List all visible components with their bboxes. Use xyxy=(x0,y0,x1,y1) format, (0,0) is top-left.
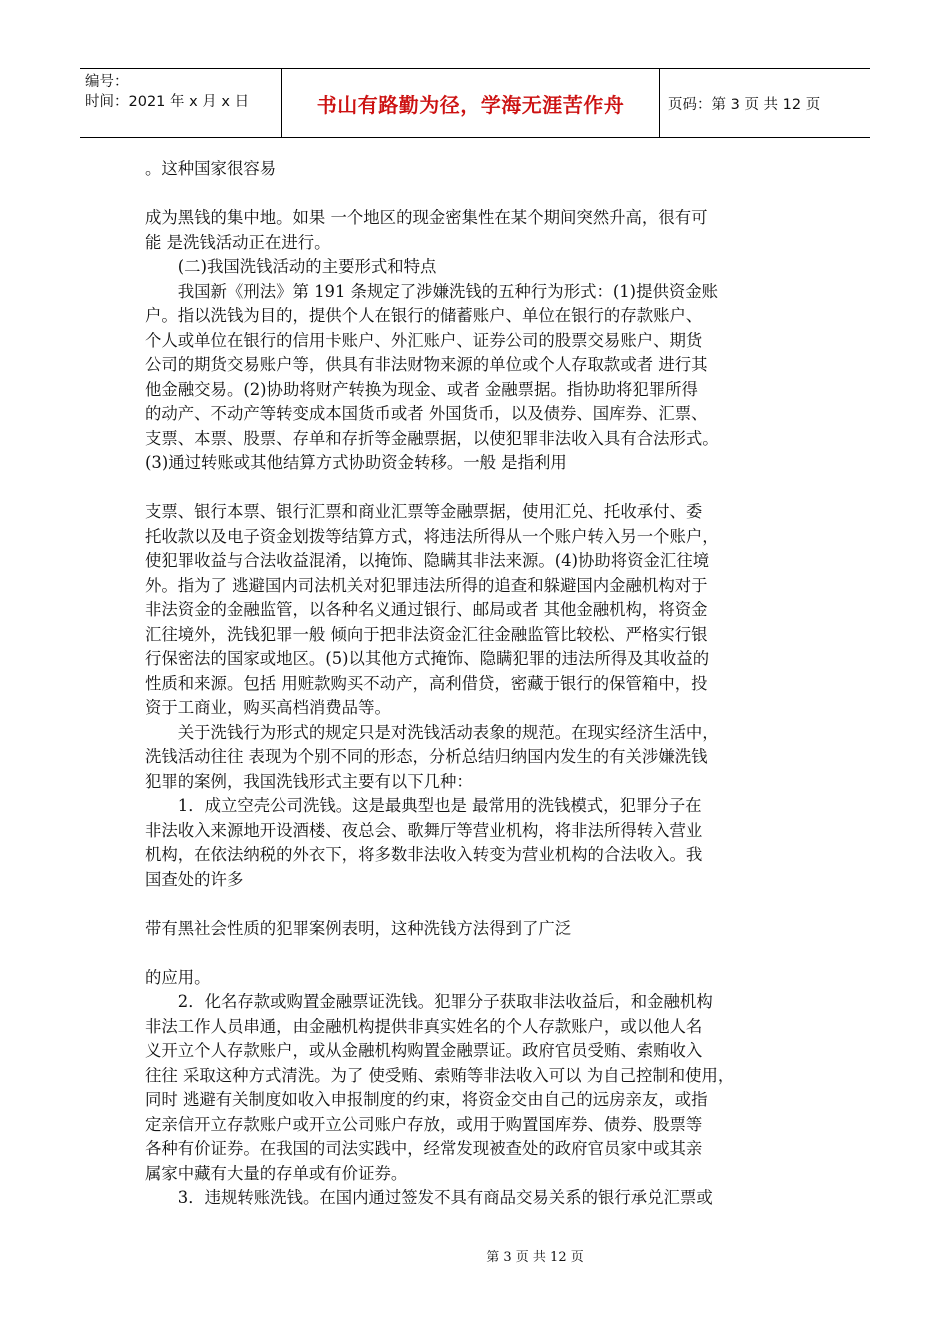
body-line: 国查处的许多 xyxy=(145,869,244,889)
body-line: 往往 采取这种方式清洗。为了 使受贿、索贿等非法收入可以 为自己控制和使用， xyxy=(145,1065,735,1085)
body-line: 外。指为了 逃避国内司法机关对犯罪违法所得的追查和躲避国内金融机构对于 xyxy=(145,575,708,595)
header-motto-cell xyxy=(282,69,660,137)
body-line: 犯罪的案例，我国洗钱形式主要有以下几种： xyxy=(145,771,473,791)
body-line: 公司的期货交易账户等，供具有非法财物来源的单位或个人存取款或者 进行其 xyxy=(145,355,708,374)
body-line: 非法资金的金融监管，以各种名义通过银行、邮局或者 其他金融机构，将资金 xyxy=(145,600,708,619)
blank-line xyxy=(145,182,810,207)
body-line: 机构，在依法纳税的外衣下，将多数非法收入转变为营业机构的合法收入。我 xyxy=(145,845,703,864)
body-line: 非法收入来源地开设酒楼、夜总会、歌舞厅等营业机构，将非法所得转入营业 xyxy=(145,820,703,840)
body-line: 汇往境外，洗钱犯罪一般 倾向于把非法资金汇往金融监管比较松、严格实行银 xyxy=(145,624,708,644)
body-line: 2．化名存款或购置金融票证洗钱。犯罪分子获取非法收益后，和金融机构 xyxy=(145,992,713,1011)
body-line: 同时 逃避有关制度如收入申报制度的约束，将资金交由自己的远房亲友，或指 xyxy=(145,1090,708,1109)
body-line: 使犯罪收益与合法收益混淆，以掩饰、隐瞒其非法来源。(4)协助将资金汇往境 xyxy=(145,551,710,570)
body-line: 成为黑钱的集中地。如果 一个地区的现金密集性在某个期间突然升高，很有可 xyxy=(145,208,708,227)
body-line: 带有黑社会性质的犯罪案例表明，这种洗钱方法得到了广泛 xyxy=(145,918,572,938)
body-line: 行保密法的国家或地区。(5)以其他方式掩饰、隐瞒犯罪的违法所得及其收益的 xyxy=(145,649,710,668)
document-number-label: 编号： xyxy=(85,74,129,90)
page-header xyxy=(80,68,870,138)
blank-line xyxy=(145,941,810,966)
body-line: 性质和来源。包括 用赃款购买不动产，高利借贷，密藏于银行的保管箱中，投 xyxy=(145,673,708,693)
body-line: 3．违规转账洗钱。在国内通过签发不具有商品交易关系的银行承兑汇票或 xyxy=(145,1188,713,1207)
blank-line xyxy=(145,476,810,501)
header-motto: 书山有路勤为径，学海无涯苦作舟 xyxy=(316,92,625,117)
body-line: 能 是洗钱活动正在进行。 xyxy=(145,232,331,252)
body-line: 关于洗钱行为形式的规定只是对洗钱活动表象的规范。在现实经济生活中， xyxy=(145,722,719,742)
body-line: (二)我国洗钱活动的主要形式和特点 xyxy=(145,257,437,276)
body-line: 洗钱活动往往 表现为个别不同的形态，分析总结归纳国内发生的有关涉嫌洗钱 xyxy=(145,747,708,766)
body-line: 支票、本票、股票、存单和存折等金融票据，以使犯罪非法收入具有合法形式。 xyxy=(145,428,719,448)
header-page-info-cell xyxy=(660,69,870,137)
document-body xyxy=(145,157,810,1211)
body-line: 他金融交易。(2)协助将财产转换为现金、或者 金融票据。指协助将犯罪所得 xyxy=(145,379,698,399)
page-footer: 第 3 页 共 12 页 xyxy=(486,1250,584,1265)
body-line: 户。指以洗钱为目的，提供个人在银行的储蓄账户、单位在银行的存款账户、 xyxy=(145,306,703,325)
body-line: (3)通过转账或其他结算方式协助资金转移。一般 是指利用 xyxy=(145,453,567,472)
body-line: 非法工作人员串通，由金融机构提供非真实姓名的个人存款账户，或以他人名 xyxy=(145,1016,703,1036)
body-line: 资于工商业，购买高档消费品等。 xyxy=(145,698,391,717)
header-meta xyxy=(80,69,282,137)
body-line: 托收款以及电子资金划拨等结算方式，将违法所得从一个账户转入另一个账户， xyxy=(145,526,719,546)
document-time-label: 时间：2021 年 x 月 x 日 xyxy=(85,94,250,110)
body-line: 各种有价证券。在我国的司法实践中，经常发现被查处的政府官员家中或其亲 xyxy=(145,1139,703,1158)
body-line: 。这种国家很容易 xyxy=(145,159,277,178)
body-line: 属家中藏有大量的存单或有价证券。 xyxy=(145,1163,408,1183)
header-page-info: 页码：第 3 页 共 12 页 xyxy=(668,96,821,113)
body-line: 我国新《刑法》第 191 条规定了涉嫌洗钱的五种行为形式：(1)提供资金账 xyxy=(145,281,719,301)
body-line: 1．成立空壳公司洗钱。这是最典型也是 最常用的洗钱模式，犯罪分子在 xyxy=(145,796,702,815)
body-line: 支票、银行本票、银行汇票和商业汇票等金融票据，使用汇兑、托收承付、委 xyxy=(145,502,703,521)
body-line: 的应用。 xyxy=(145,967,211,987)
body-line: 义开立个人存款账户，或从金融机构购置金融票证。政府官员受贿、索贿收入 xyxy=(145,1041,703,1060)
body-line: 定亲信开立存款账户或开立公司账户存放，或用于购置国库券、债券、股票等 xyxy=(145,1114,703,1134)
blank-line xyxy=(145,892,810,917)
body-line: 的动产、不动产等转变成本国货币或者 外国货币，以及债券、国库券、汇票、 xyxy=(145,404,708,423)
body-line: 个人或单位在银行的信用卡账户、外汇账户、证券公司的股票交易账户、期货 xyxy=(145,330,703,350)
